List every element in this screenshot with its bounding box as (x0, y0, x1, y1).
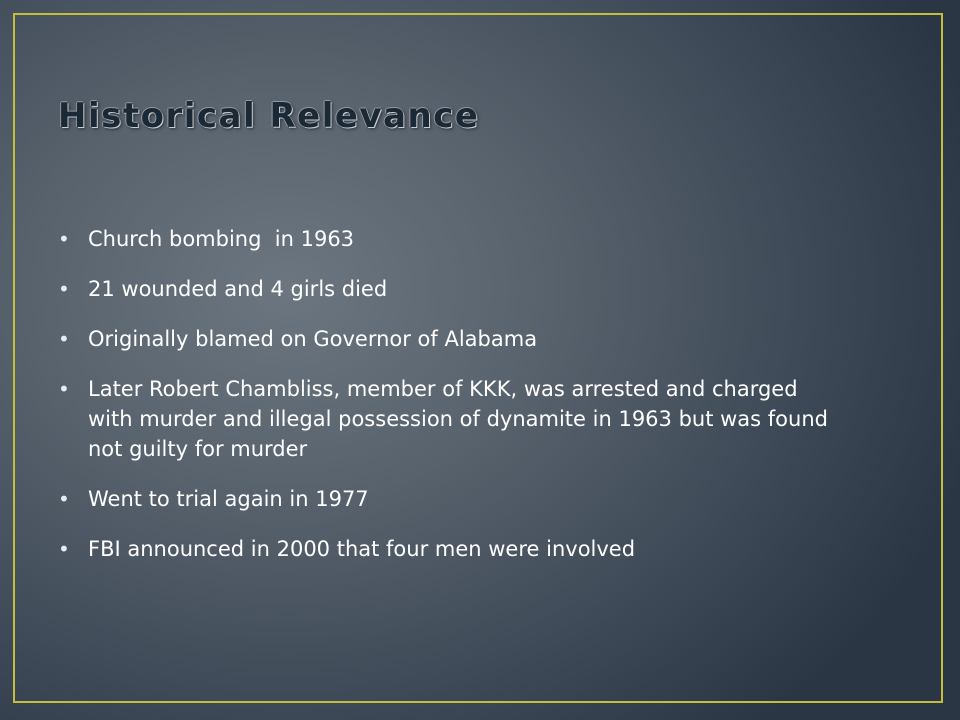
bullet-text: Went to trial again in 1977 (88, 487, 369, 511)
bullet-text: 21 wounded and 4 girls died (88, 277, 388, 301)
bullet-text: Later Robert Chambliss, member of KKK, was arrested and charged with murder and illegal possession of dynamite in 1963 but was found not guilty for murder (88, 377, 828, 461)
bullet-item (58, 324, 838, 354)
bullet-item (58, 374, 838, 464)
bullet-text: Originally blamed on Governor of Alabama (88, 327, 538, 351)
bullet-text: Church bombing in 1963 (88, 227, 355, 251)
bullet-icon: • (58, 327, 70, 351)
bullet-item (58, 534, 838, 564)
bullet-item (58, 274, 838, 304)
bullet-icon: • (58, 277, 70, 301)
bullet-icon: • (58, 227, 70, 251)
bullet-icon: • (58, 537, 70, 561)
bullet-icon: • (58, 487, 70, 511)
bullet-icon: • (58, 377, 70, 401)
bullet-text: FBI announced in 2000 that four men were involved (88, 537, 636, 561)
bullet-item (58, 224, 838, 254)
slide-title: Historical Relevance (58, 96, 480, 136)
bullet-item (58, 484, 838, 514)
bullet-list (58, 224, 838, 584)
